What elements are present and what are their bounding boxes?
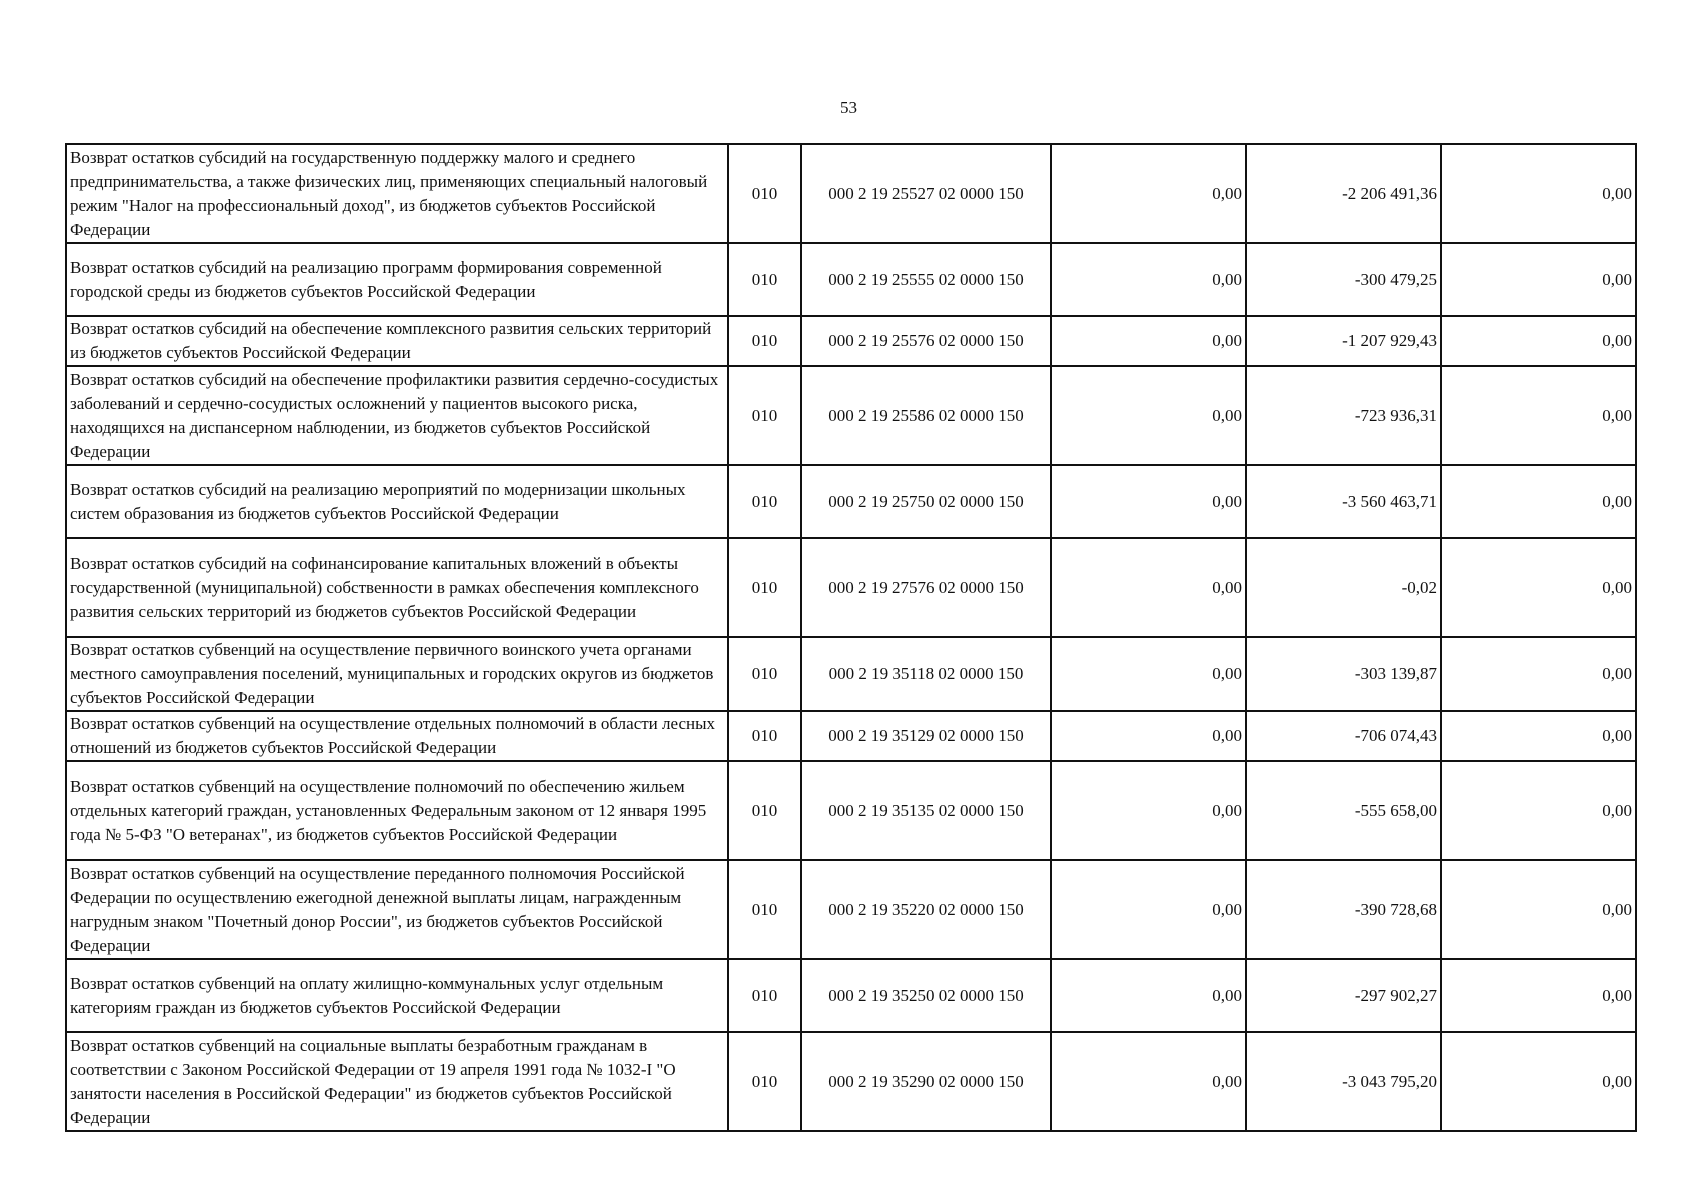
row-budget-code: 000 2 19 35129 02 0000 150	[801, 711, 1051, 761]
row-budget-code: 000 2 19 25576 02 0000 150	[801, 316, 1051, 366]
row-value-approved: 0,00	[1051, 243, 1246, 316]
row-value-unexecuted: 0,00	[1441, 243, 1636, 316]
row-value-approved: 0,00	[1051, 366, 1246, 465]
row-value-unexecuted: 0,00	[1441, 538, 1636, 637]
row-line-code: 010	[728, 144, 801, 243]
table-row	[66, 637, 1636, 711]
row-value-approved: 0,00	[1051, 860, 1246, 959]
budget-table	[65, 143, 1637, 1132]
row-value-executed: -1 207 929,43	[1246, 316, 1441, 366]
row-description: Возврат остатков субвенций на осуществление полномочий по обеспечению жильем отдельных категорий граждан, установленных Федеральным законом от 12 января 1995 года № 5-ФЗ "О ветеранах", из бюджетов субъектов Российской Федерации	[66, 761, 728, 860]
row-value-unexecuted: 0,00	[1441, 316, 1636, 366]
row-value-approved: 0,00	[1051, 637, 1246, 711]
row-value-executed: -0,02	[1246, 538, 1441, 637]
row-description: Возврат остатков субвенций на осуществление отдельных полномочий в области лесных отношений из бюджетов субъектов Российской Федерации	[66, 711, 728, 761]
row-description: Возврат остатков субвенций на оплату жилищно-коммунальных услуг отдельным категориям граждан из бюджетов субъектов Российской Федерации	[66, 959, 728, 1032]
row-value-approved: 0,00	[1051, 538, 1246, 637]
row-budget-code: 000 2 19 25527 02 0000 150	[801, 144, 1051, 243]
row-value-unexecuted: 0,00	[1441, 761, 1636, 860]
row-line-code: 010	[728, 366, 801, 465]
row-value-unexecuted: 0,00	[1441, 860, 1636, 959]
row-value-approved: 0,00	[1051, 959, 1246, 1032]
row-value-executed: -303 139,87	[1246, 637, 1441, 711]
row-budget-code: 000 2 19 35118 02 0000 150	[801, 637, 1051, 711]
row-value-unexecuted: 0,00	[1441, 637, 1636, 711]
row-budget-code: 000 2 19 25555 02 0000 150	[801, 243, 1051, 316]
row-value-unexecuted: 0,00	[1441, 959, 1636, 1032]
row-line-code: 010	[728, 538, 801, 637]
row-value-executed: -297 902,27	[1246, 959, 1441, 1032]
table-row	[66, 316, 1636, 366]
row-line-code: 010	[728, 316, 801, 366]
row-value-executed: -555 658,00	[1246, 761, 1441, 860]
row-value-executed: -3 043 795,20	[1246, 1032, 1441, 1131]
row-budget-code: 000 2 19 35290 02 0000 150	[801, 1032, 1051, 1131]
row-description: Возврат остатков субсидий на реализацию мероприятий по модернизации школьных систем образования из бюджетов субъектов Российской Федерации	[66, 465, 728, 538]
row-line-code: 010	[728, 860, 801, 959]
row-value-executed: -300 479,25	[1246, 243, 1441, 316]
row-description: Возврат остатков субсидий на софинансирование капитальных вложений в объекты государственной (муниципальной) собственности в рамках обеспечения комплексного развития сельских территорий из бюджетов субъектов Российской Федерации	[66, 538, 728, 637]
table-row	[66, 1032, 1636, 1131]
table-row	[66, 465, 1636, 538]
row-value-unexecuted: 0,00	[1441, 1032, 1636, 1131]
row-description: Возврат остатков субвенций на социальные выплаты безработным гражданам в соответствии с Законом Российской Федерации от 19 апреля 1991 года № 1032-I "О занятости населения в Российской Федерации" из бюджетов субъектов Российской Федерации	[66, 1032, 728, 1131]
row-value-executed: -3 560 463,71	[1246, 465, 1441, 538]
table-row	[66, 959, 1636, 1032]
row-value-approved: 0,00	[1051, 1032, 1246, 1131]
table-row	[66, 243, 1636, 316]
row-budget-code: 000 2 19 25586 02 0000 150	[801, 366, 1051, 465]
row-line-code: 010	[728, 243, 801, 316]
row-value-unexecuted: 0,00	[1441, 711, 1636, 761]
row-value-approved: 0,00	[1051, 465, 1246, 538]
row-line-code: 010	[728, 465, 801, 538]
table-row	[66, 860, 1636, 959]
row-value-executed: -723 936,31	[1246, 366, 1441, 465]
table-body	[66, 144, 1636, 1131]
table-row	[66, 761, 1636, 860]
row-budget-code: 000 2 19 35135 02 0000 150	[801, 761, 1051, 860]
table-row	[66, 144, 1636, 243]
row-value-approved: 0,00	[1051, 316, 1246, 366]
row-description: Возврат остатков субсидий на обеспечение комплексного развития сельских территорий из бюджетов субъектов Российской Федерации	[66, 316, 728, 366]
row-budget-code: 000 2 19 35220 02 0000 150	[801, 860, 1051, 959]
row-budget-code: 000 2 19 25750 02 0000 150	[801, 465, 1051, 538]
row-budget-code: 000 2 19 35250 02 0000 150	[801, 959, 1051, 1032]
row-budget-code: 000 2 19 27576 02 0000 150	[801, 538, 1051, 637]
row-value-executed: -706 074,43	[1246, 711, 1441, 761]
table-row	[66, 366, 1636, 465]
row-value-executed: -2 206 491,36	[1246, 144, 1441, 243]
row-value-unexecuted: 0,00	[1441, 465, 1636, 538]
row-line-code: 010	[728, 959, 801, 1032]
row-description: Возврат остатков субсидий на государственную поддержку малого и среднего предпринимательства, а также физических лиц, применяющих специальный налоговый режим "Налог на профессиональный доход", из бюджетов субъектов Российской Федерации	[66, 144, 728, 243]
row-description: Возврат остатков субвенций на осуществление первичного воинского учета органами местного самоуправления поселений, муниципальных и городских округов из бюджетов субъектов Российской Федерации	[66, 637, 728, 711]
row-value-unexecuted: 0,00	[1441, 144, 1636, 243]
row-description: Возврат остатков субсидий на обеспечение профилактики развития сердечно-сосудистых заболеваний и сердечно-сосудистых осложнений у пациентов высокого риска, находящихся на диспансерном наблюдении, из бюджетов субъектов Российской Федерации	[66, 366, 728, 465]
table-row	[66, 538, 1636, 637]
page-number: 53	[840, 98, 857, 117]
row-description: Возврат остатков субвенций на осуществление переданного полномочия Российской Федерации по осуществлению ежегодной денежной выплаты лицам, награжденным нагрудным знаком "Почетный донор России", из бюджетов субъектов Российской Федерации	[66, 860, 728, 959]
row-line-code: 010	[728, 711, 801, 761]
row-line-code: 010	[728, 637, 801, 711]
row-value-executed: -390 728,68	[1246, 860, 1441, 959]
row-line-code: 010	[728, 1032, 801, 1131]
row-value-approved: 0,00	[1051, 144, 1246, 243]
row-value-approved: 0,00	[1051, 761, 1246, 860]
table-row	[66, 711, 1636, 761]
row-line-code: 010	[728, 761, 801, 860]
row-description: Возврат остатков субсидий на реализацию программ формирования современной городской среды из бюджетов субъектов Российской Федерации	[66, 243, 728, 316]
row-value-approved: 0,00	[1051, 711, 1246, 761]
row-value-unexecuted: 0,00	[1441, 366, 1636, 465]
